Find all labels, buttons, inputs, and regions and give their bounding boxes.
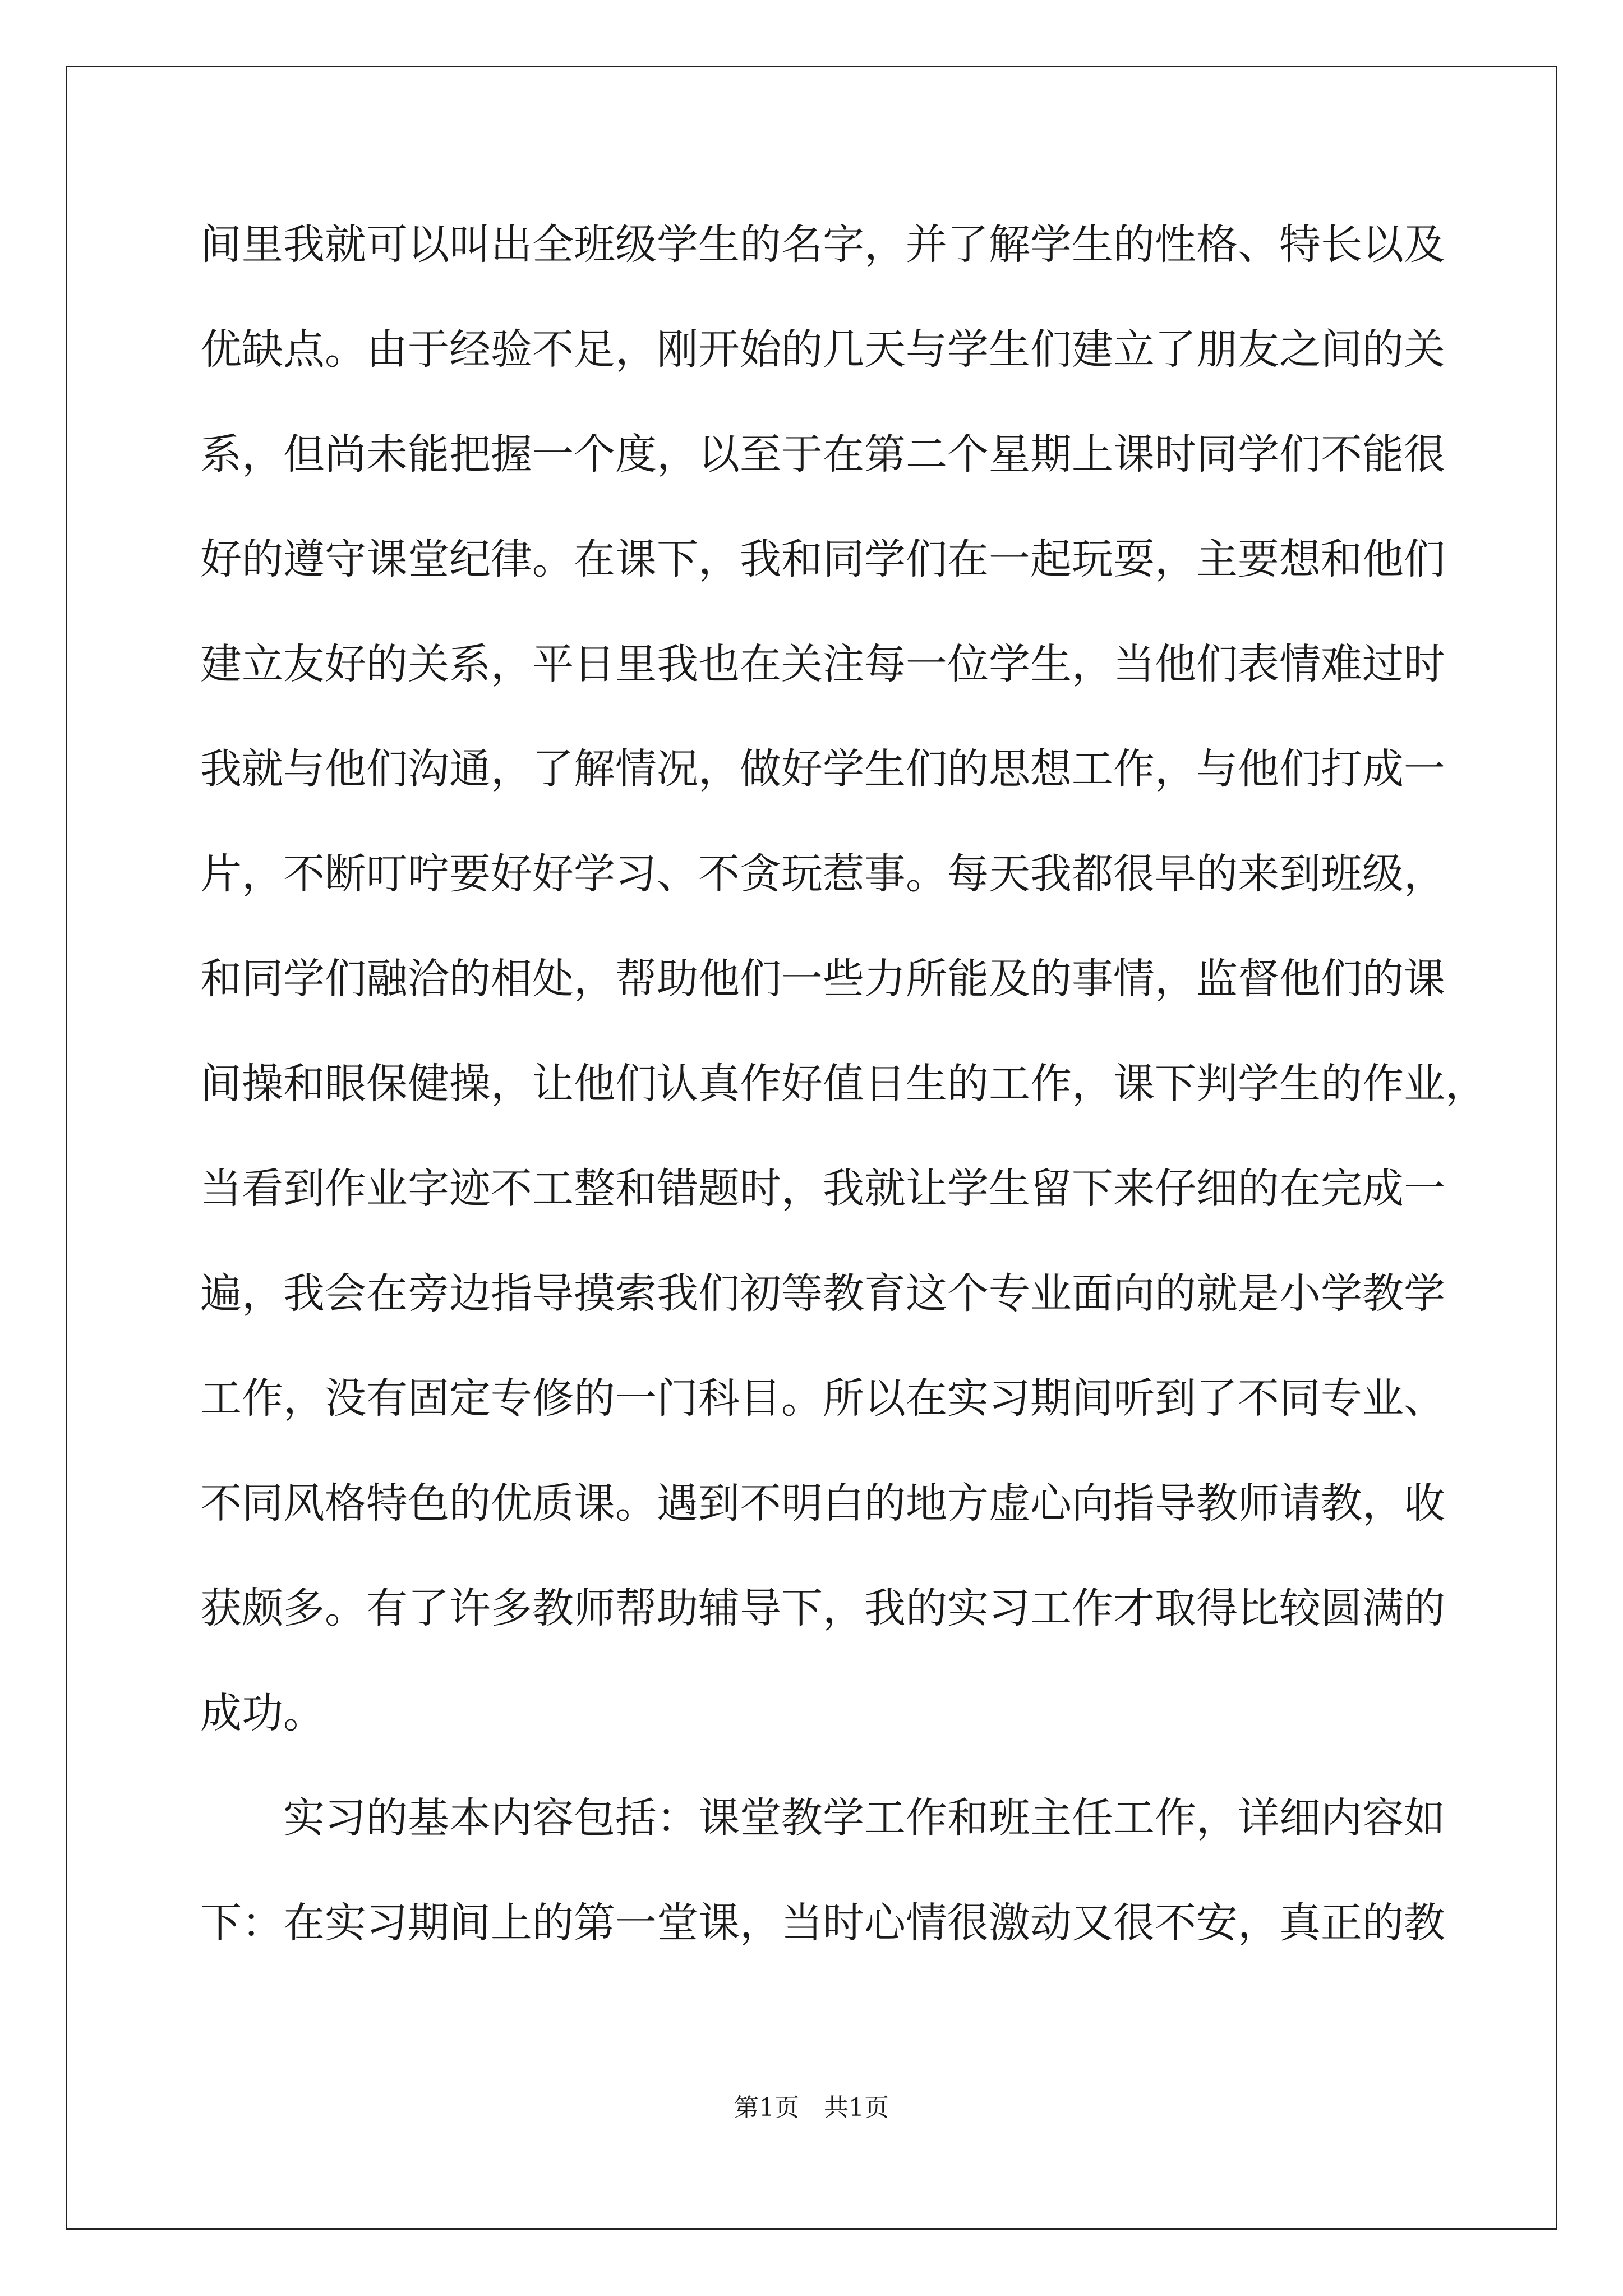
text-line: 成功。 <box>200 1689 325 1737</box>
text-line: 系，但尚未能把握一个度，以至于在第二个星期上课时同学们不能很 <box>200 430 1445 478</box>
text-line: 间里我就可以叫出全班级学生的名字，并了解学生的性格、特长以及 <box>200 220 1445 269</box>
text-line: 下：在实习期间上的第一堂课，当时心情很激动又很不安，真正的教 <box>200 1899 1445 1947</box>
page-number-footer: 第1页 共1页 <box>734 2093 889 2122</box>
text-line: 工作，没有固定专修的一门科目。所以在实习期间听到了不同专业、 <box>200 1374 1445 1423</box>
text-line: 和同学们融洽的相处，帮助他们一些力所能及的事情，监督他们的课 <box>200 955 1445 1003</box>
text-line: 当看到作业字迹不工整和错题时，我就让学生留下来仔细的在完成一 <box>200 1165 1445 1213</box>
text-line: 建立友好的关系，平日里我也在关注每一位学生，当他们表情难过时 <box>200 640 1445 688</box>
text-line: 我就与他们沟通，了解情况，做好学生们的思想工作，与他们打成一 <box>200 745 1445 793</box>
text-line: 间操和眼保健操，让他们认真作好值日生的工作，课下判学生的作业， <box>200 1060 1487 1108</box>
text-line: 片，不断叮咛要好好学习、不贪玩惹事。每天我都很早的来到班级， <box>200 850 1445 898</box>
text-line: 优缺点。由于经验不足，刚开始的几天与学生们建立了朋友之间的关 <box>200 325 1445 374</box>
text-line: 不同风格特色的优质课。遇到不明白的地方虚心向指导教师请教，收 <box>200 1479 1445 1527</box>
text-line: 获颇多。有了许多教师帮助辅导下，我的实习工作才取得比较圆满的 <box>200 1584 1445 1632</box>
text-line: 好的遵守课堂纪律。在课下，我和同学们在一起玩耍，主要想和他们 <box>200 535 1445 583</box>
paragraph-first-line: 实习的基本内容包括：课堂教学工作和班主任工作，详细内容如 <box>283 1794 1445 1842</box>
text-line: 遍，我会在旁边指导摸索我们初等教育这个专业面向的就是小学教学 <box>200 1269 1445 1318</box>
